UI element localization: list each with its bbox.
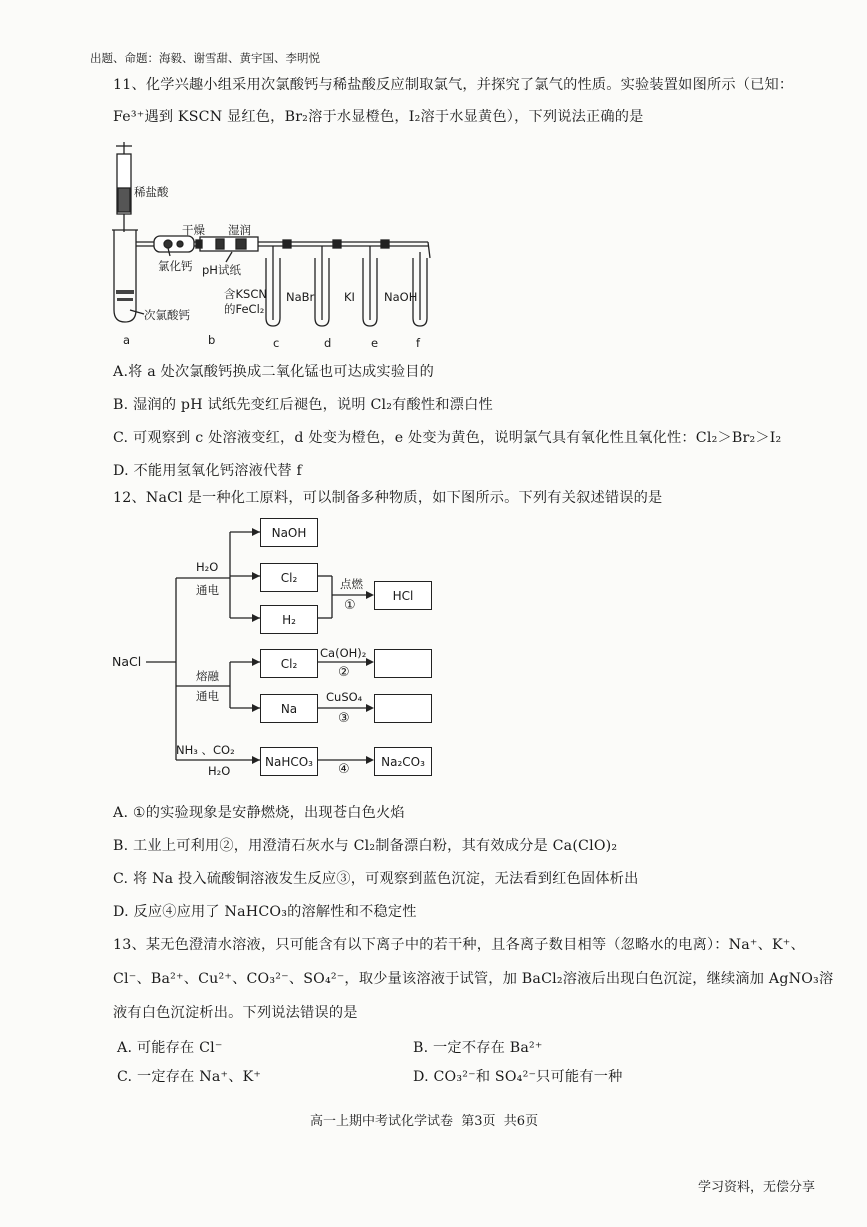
box-na2co3: Na₂CO₃: [374, 747, 432, 776]
label-calcium-hypochlorite: 次氯酸钙: [144, 308, 190, 322]
cond-electrolysis-2: 通电: [196, 689, 219, 703]
q12-option-b: B. 工业上可利用②，用澄清石灰水与 Cl₂制备漂白粉，其有效成分是 Ca(ClO)₂: [113, 838, 618, 854]
label-cuso4: CuSO₄: [326, 690, 363, 704]
q13-option-c: C. 一定存在 Na⁺、K⁺: [117, 1069, 262, 1085]
q11-stem-line2: Fe³⁺遇到 KSCN 显红色，Br₂溶于水显橙色，I₂溶于水显黄色），下列说法正确的是: [113, 109, 644, 125]
letter-c: c: [273, 336, 280, 350]
q11-option-a: A.将 a 处次氯酸钙换成二氧化锰也可达成实验目的: [113, 364, 434, 380]
q11-option-c: C. 可观察到 c 处溶液变红，d 处变为橙色，e 处变为黄色，说明氯气具有氧化性且氧化性：Cl₂＞Br₂＞I₂: [113, 430, 782, 446]
label-dry: 干燥: [182, 223, 205, 237]
q12-stem: 12、NaCl 是一种化工原料，可以制备多种物质，如下图所示。下列有关叙述错误的是: [113, 490, 663, 506]
label-naoh: NaOH: [384, 290, 418, 304]
q12-option-a: A. ①的实验现象是安静燃烧，出现苍白色火焰: [113, 805, 405, 821]
q12-option-d: D. 反应④应用了 NaHCO₃的溶解性和不稳定性: [113, 904, 417, 920]
letter-a: a: [123, 333, 131, 347]
flow-lines: [110, 510, 450, 785]
label-dilute-hcl: 稀盐酸: [134, 185, 169, 199]
letter-b: b: [208, 333, 216, 347]
box-nahco3: NaHCO₃: [260, 747, 318, 776]
label-caoh2: Ca(OH)₂: [320, 646, 367, 660]
label-ignite: 点燃: [340, 577, 363, 591]
q11-option-d: D. 不能用氢氧化钙溶液代替 f: [113, 463, 302, 479]
reaction-3: ③: [338, 711, 350, 726]
box-cl2-molten: Cl₂: [260, 649, 318, 678]
share-watermark: 学习资料，无偿分享: [698, 1180, 816, 1195]
q13-stem-line1: 13、某无色澄清水溶液，只可能含有以下离子中的若干种，且各离子数目相等（忽略水的电离）：Na⁺、K⁺、: [113, 937, 805, 953]
q13-stem-line3: 液有白色沉淀析出。下列说法错误的是: [113, 1005, 358, 1021]
reaction-1: ①: [344, 598, 356, 613]
q11-option-b: B. 湿润的 pH 试纸先变红后褪色，说明 Cl₂有酸性和漂白性: [113, 397, 493, 413]
label-calcium-chloride: 氯化钙: [158, 259, 193, 273]
q11-stem-line1: 11、化学兴趣小组采用次氯酸钙与稀盐酸反应制取氯气，并探究了氯气的性质。实验装置如图所示（已知：: [113, 77, 794, 93]
nacl-label: NaCl: [112, 654, 142, 669]
q12-flow-diagram: [110, 510, 450, 785]
box-na: Na: [260, 694, 318, 723]
reaction-4: ④: [338, 762, 350, 777]
box-product-2: [374, 649, 432, 678]
label-ki: KI: [344, 290, 355, 304]
box-hcl: HCl: [374, 581, 432, 610]
q13-option-a: A. 可能存在 Cl⁻: [117, 1040, 223, 1056]
q13-stem-line2: Cl⁻、Ba²⁺、Cu²⁺、CO₃²⁻、SO₄²⁻，取少量该溶液于试管，加 BaCl₂溶液后出现白色沉淀，继续滴加 AgNO₃溶: [113, 971, 834, 987]
label-wet: 湿润: [228, 223, 251, 237]
cond-h2o-2: H₂O: [208, 764, 231, 778]
authors-line: 出题、命题：海毅、谢雪甜、黄宇国、李明悦: [90, 51, 320, 65]
box-cl2-electrolysis: Cl₂: [260, 563, 318, 592]
letter-d: d: [324, 336, 332, 350]
cond-h2o: H₂O: [196, 560, 219, 574]
label-fecl2: 的FeCl₂: [224, 302, 265, 316]
label-nabr: NaBr: [286, 290, 315, 304]
box-h2: H₂: [260, 605, 318, 634]
q13-option-b: B. 一定不存在 Ba²⁺: [413, 1040, 543, 1056]
label-kscn: 含KSCN: [224, 287, 267, 301]
page-footer: 高一上期中考试化学试卷 第3页 共6页: [310, 1114, 539, 1129]
reaction-2: ②: [338, 665, 350, 680]
cond-nh3-co2: NH₃ 、CO₂: [176, 743, 235, 757]
box-product-3: [374, 694, 432, 723]
q13-option-d: D. CO₃²⁻和 SO₄²⁻只可能有一种: [413, 1069, 623, 1085]
letter-f: f: [416, 336, 421, 350]
cond-molten: 熔融: [196, 669, 219, 683]
label-ph-paper: pH试纸: [202, 263, 241, 277]
q12-option-c: C. 将 Na 投入硫酸铜溶液发生反应③，可观察到蓝色沉淀，无法看到红色固体析出: [113, 871, 639, 887]
box-naoh: NaOH: [260, 518, 318, 547]
cond-electrolysis-1: 通电: [196, 583, 219, 597]
q11-apparatus-figure: [108, 140, 458, 355]
letter-e: e: [371, 336, 379, 350]
